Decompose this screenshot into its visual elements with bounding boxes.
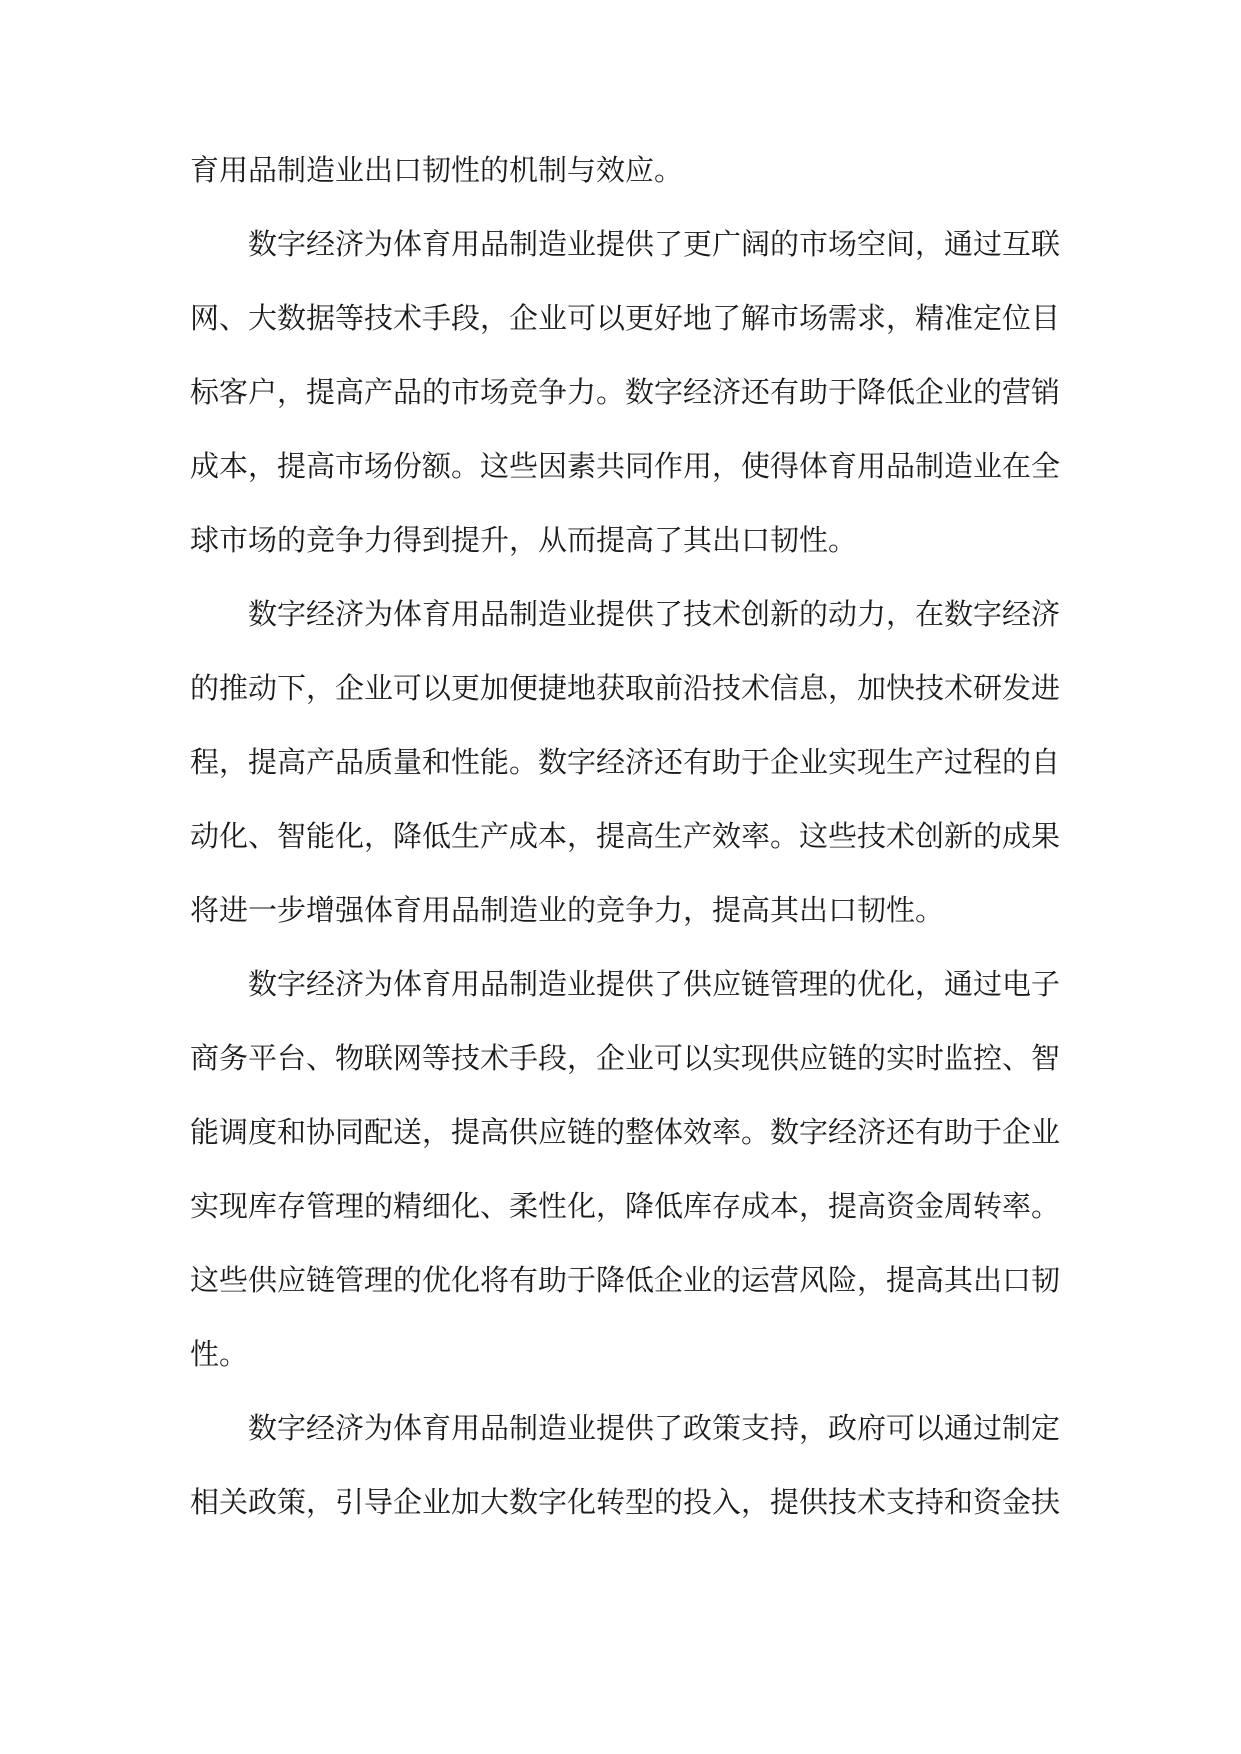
text-line: 这些供应链管理的优化将有助于降低企业的运营风险，提高其出口韧 — [190, 1263, 1061, 1297]
text-line: 动化、智能化，降低生产成本，提高生产效率。这些技术创新的成果 — [190, 819, 1061, 853]
paragraph-first-line: 数字经济为体育用品制造业提供了更广阔的市场空间，通过互联 — [248, 227, 1061, 261]
text-line: 成本，提高市场份额。这些因素共同作用，使得体育用品制造业在全 — [190, 449, 1061, 483]
paragraph-first-line: 数字经济为体育用品制造业提供了技术创新的动力，在数字经济 — [248, 597, 1061, 631]
text-line: 实现库存管理的精细化、柔性化，降低库存成本，提高资金周转率。 — [190, 1189, 1061, 1223]
text-line: 网、大数据等技术手段，企业可以更好地了解市场需求，精准定位目 — [190, 301, 1061, 335]
text-line: 球市场的竞争力得到提升，从而提高了其出口韧性。 — [190, 523, 858, 557]
paragraph-first-line: 数字经济为体育用品制造业提供了供应链管理的优化，通过电子 — [248, 967, 1061, 1001]
text-line: 程，提高产品质量和性能。数字经济还有助于企业实现生产过程的自 — [190, 745, 1061, 779]
paragraph-first-line: 数字经济为体育用品制造业提供了政策支持，政府可以通过制定 — [248, 1411, 1061, 1445]
document-body — [190, 148, 1061, 1554]
text-line: 商务平台、物联网等技术手段，企业可以实现供应链的实时监控、智 — [190, 1041, 1061, 1075]
text-line: 性。 — [190, 1337, 249, 1371]
text-line: 育用品制造业出口韧性的机制与效应。 — [190, 153, 684, 187]
text-line: 将进一步增强体育用品制造业的竞争力，提高其出口韧性。 — [190, 893, 945, 927]
text-line: 相关政策，引导企业加大数字化转型的投入，提供技术支持和资金扶 — [190, 1485, 1061, 1519]
text-line: 能调度和协同配送，提高供应链的整体效率。数字经济还有助于企业 — [190, 1115, 1061, 1149]
text-line: 标客户，提高产品的市场竞争力。数字经济还有助于降低企业的营销 — [190, 375, 1061, 409]
text-line: 的推动下，企业可以更加便捷地获取前沿技术信息，加快技术研发进 — [190, 671, 1061, 705]
